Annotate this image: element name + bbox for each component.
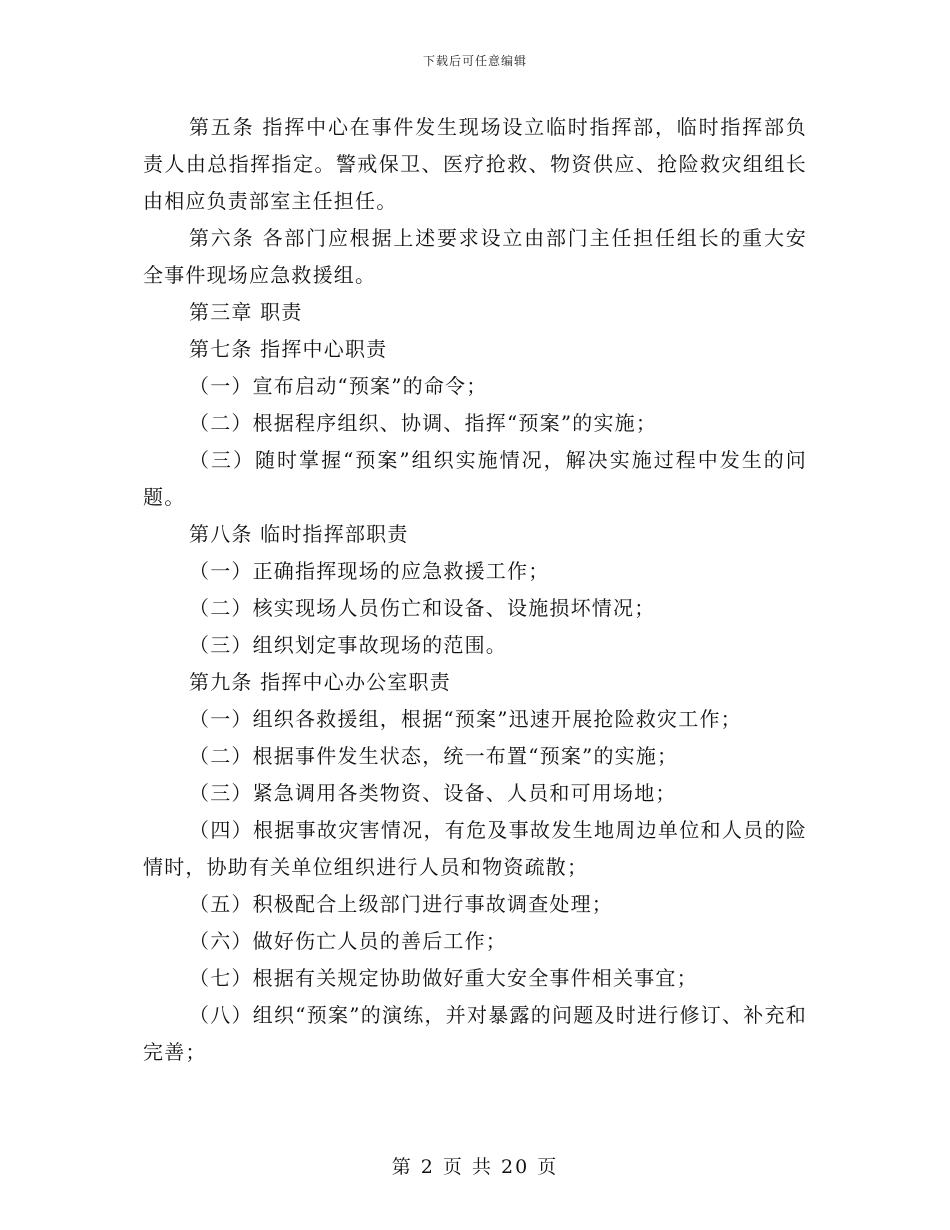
list-item: （二）根据事件发生状态，统一布置“预案”的实施；	[189, 744, 679, 768]
list-item: （三）组织划定事故现场的范围。	[189, 633, 507, 657]
list-item: （八）组织“预案”的演练，并对暴露的问题及时进行修订、补充和完善；	[143, 1003, 807, 1064]
chapter-heading: 第三章 职责	[189, 300, 303, 324]
list-item: （七）根据有关规定协助做好重大安全事件相关事宜；	[189, 966, 698, 990]
list-item: （一）宣布启动“预案”的命令；	[189, 374, 488, 398]
paragraph-article-5: 第五条 指挥中心在事件发生现场设立临时指挥部，临时指挥部负责人由总指挥指定。警戒保卫、医疗抢救、物资供应、抢险救灾组组长由相应负责部室主任担任。	[143, 115, 807, 213]
paragraph-article-9-title: 第九条 指挥中心办公室职责	[189, 670, 451, 694]
list-item: （四）根据事故灾害情况，有危及事故发生地周边单位和人员的险情时，协助有关单位组织进行人员和物资疏散；	[143, 818, 807, 879]
page-header: 下载后可任意编辑	[422, 54, 527, 68]
list-item: （六）做好伤亡人员的善后工作；	[189, 929, 507, 953]
list-item: （一）正确指挥现场的应急救援工作；	[189, 559, 550, 583]
document-body	[143, 109, 807, 1071]
list-item: （一）组织各救援组，根据“预案”迅速开展抢险救灾工作；	[189, 707, 742, 731]
paragraph-article-6: 第六条 各部门应根据上述要求设立由部门主任担任组长的重大安全事件现场应急救援组。	[143, 226, 807, 287]
paragraph-article-8-title: 第八条 临时指挥部职责	[189, 522, 409, 546]
list-item: （二）根据程序组织、协调、指挥“预案”的实施；	[189, 411, 658, 435]
list-item: （二）核实现场人员伤亡和设备、设施损坏情况；	[189, 596, 656, 620]
list-item: （三）紧急调用各类物资、设备、人员和可用场地；	[189, 781, 677, 805]
page-footer: 第 2 页 共 20 页	[391, 1156, 559, 1178]
list-item: （五）积极配合上级部门进行事故调查处理；	[189, 892, 613, 916]
list-item: （三）随时掌握“预案”组织实施情况，解决实施过程中发生的问题。	[143, 448, 807, 509]
paragraph-article-7-title: 第七条 指挥中心职责	[189, 337, 388, 361]
